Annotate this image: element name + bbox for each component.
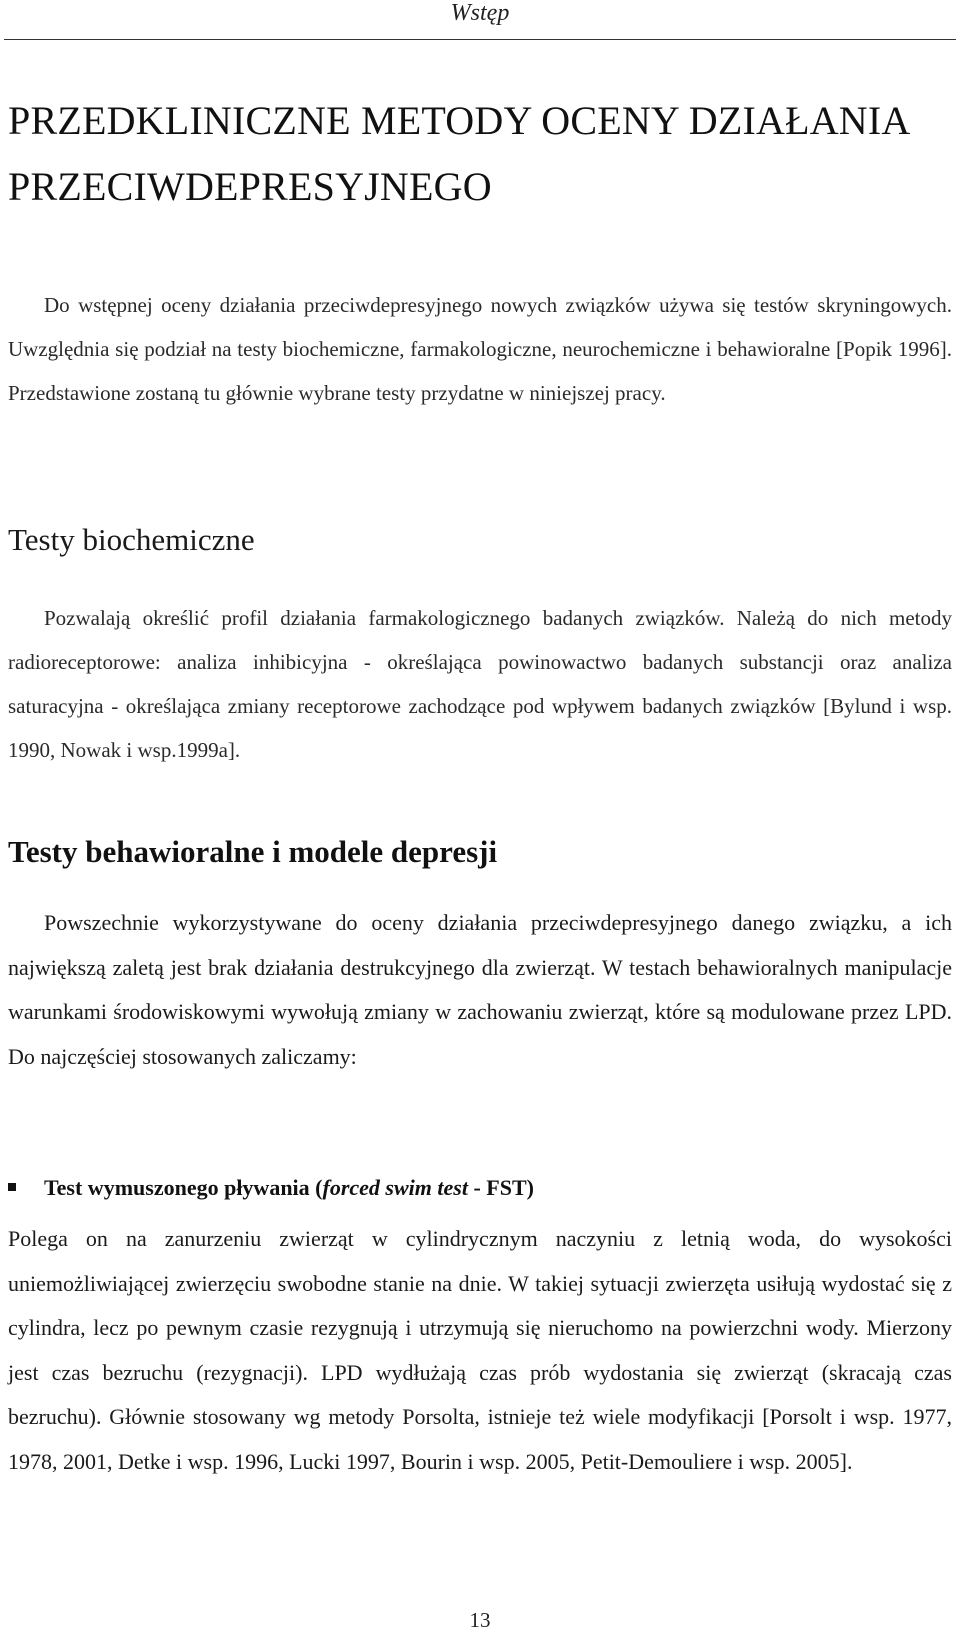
intro-paragraph <box>8 283 952 415</box>
running-head: Wstęp <box>450 0 510 26</box>
biochemical-paragraph <box>8 596 952 772</box>
section-heading-behavioral: Testy behawioralne i modele depresji <box>8 834 498 869</box>
chapter-title-line-1: PRZEDKLINICZNE METODY OCENY DZIAŁANIA <box>8 98 911 143</box>
fst-list-item <box>8 1173 952 1203</box>
biochemical-text: Pozwalają określić profil działania farmakologicznego badanych związków. Należą do nich metody radioreceptorowe: analiza inhibicyjna - określająca powinowactwo badanych substancji oraz analiza saturacyjna - określająca zmiany receptorowe zachodzące pod wpływem badanych związków [Bylund i wsp. 1990, Nowak i wsp.1999a]. <box>8 606 952 762</box>
square-bullet-icon <box>8 1183 16 1191</box>
intro-text: Do wstępnej oceny działania przeciwdepresyjnego nowych związków używa się testów skryningowych. Uwzględnia się podział na testy biochemiczne, farmakologiczne, neurochemiczne i behawioralne [Popik 1996]. Przedstawione zostaną tu głównie wybrane testy przydatne w niniejszej pracy. <box>8 293 952 405</box>
page-number: 13 <box>469 1608 491 1632</box>
behavioral-text: Powszechnie wykorzystywane do oceny działania przeciwdepresyjnego danego związku, a ich największą zaletą jest brak działania destrukcyjnego dla zwierząt. W testach behawioralnych manipulacje warunkami środowiskowymi wywołują zmiany w zachowaniu zwierząt, które są modulowane przez LPD. Do najczęściej stosowanych zaliczamy: <box>8 910 952 1069</box>
chapter-title-line-2: PRZECIWDEPRESYJNEGO <box>8 164 492 209</box>
fst-label-italic: forced swim test <box>322 1175 468 1200</box>
header-rule <box>4 39 956 40</box>
section-heading-biochemical: Testy biochemiczne <box>8 522 255 557</box>
fst-label-suffix: - FST) <box>467 1175 534 1200</box>
behavioral-paragraph <box>8 901 952 1079</box>
fst-paragraph: Polega on na zanurzeniu zwierząt w cylindrycznym naczyniu z letnią woda, do wysokości uniemożliwiającej zwierzęciu swobodne stanie na dnie. W takiej sytuacji zwierzęta usiłują wydostać się z cylindra, lecz po pewnym czasie rezygnują i utrzymują się nieruchomo na powierzchni wody. Mierzony jest czas bezruchu (rezygnacji). LPD wydłużają czas prób wydostania się zwierząt (skracają czas bezruchu). Głównie stosowany wg metody Porsolta, istnieje też wiele modyfikacji [Porsolt i wsp. 1977, 1978, 2001, Detke i wsp. 1996, Lucki 1997, Bourin i wsp. 2005, Petit-Demouliere i wsp. 2005]. <box>8 1226 952 1474</box>
chapter-title <box>8 88 948 220</box>
fst-label-prefix: Test wymuszonego pływania ( <box>44 1175 323 1200</box>
